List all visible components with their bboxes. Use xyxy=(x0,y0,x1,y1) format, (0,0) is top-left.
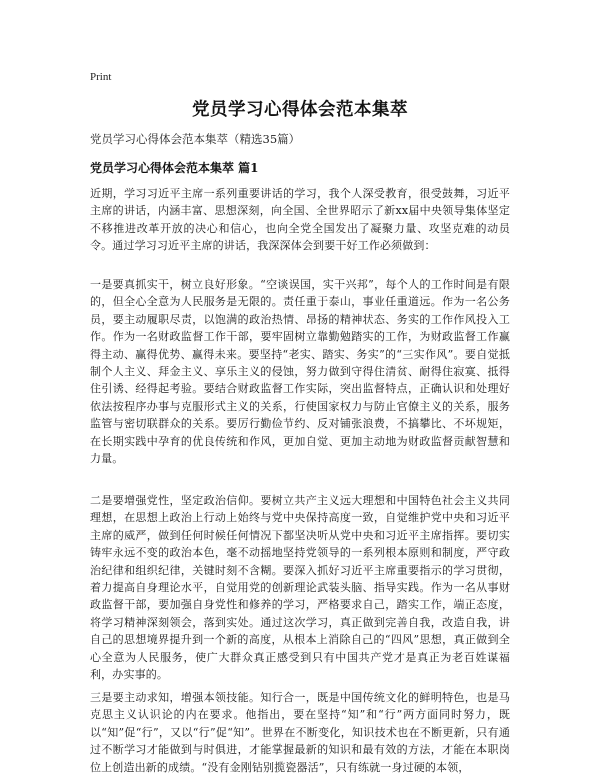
section-heading: 党员学习心得体会范本集萃 篇1 xyxy=(90,161,259,175)
paragraph-point-three: 三是要主动求知，增强本领技能。知行合一，既是中国传统文化的鲜明特色，也是马克思主义认识论的内在要求。他指出，要在坚持“知”和“行”两方面同时努力，既以“知”促“行”，又以“行”促“知”。世界在不断变化，知识技术也在不断更新，只有通过不断学习才能做到与时俱进，才能掌握最新的知识和最有效的方法，才能在本职岗位上创造出新的成绩。“没有金刚钻别揽瓷器活”，只有练就一身过硬的本领， xyxy=(90,691,510,774)
document-subtitle: 党员学习心得体会范本集萃（精选35篇） xyxy=(90,132,301,146)
page-title: 党员学习心得体会范本集萃 xyxy=(192,100,408,120)
print-link[interactable]: Print xyxy=(90,71,112,83)
paragraph-intro: 近期，学习习近平主席一系列重要讲话的学习，我个人深受教育，很受鼓舞，习近平主席的讲话，内涵丰富、思想深刻，向全国、全世界昭示了新xx届中央领导集体坚定不移推进改革开放的决心和信心，也向全党全国发出了凝聚力量、攻坚克难的动员令。通过学习习近平主席的讲话，我深深体会到要干好工作必须做到： xyxy=(90,187,510,253)
paragraph-point-one: 一是要真抓实干，树立良好形象。“空谈误国，实干兴邦”，每个人的工作时间是有限的，但全心全意为人民服务是无限的。责任重于泰山，事业任重道远。作为一名公务员，要主动履职尽责，以饱满的政治热情、昂扬的精神状态、务实的工作作风投入工作。作为一名财政监督工作干部，要牢固树立靠勤勉踏实的工作，为财政监督工作赢得主动、赢得优势、赢得未来。要坚持“老实、踏实、务实”的“三实作风”。要自觉抵制个人主义、拜金主义、享乐主义的侵蚀，努力做到守得住清贫、耐得住寂寞、抵得住引诱、经得起考验。要结合财政监督工作实际，突出监督特点，正确认识和处理好依法按程序办事与克服形式主义的关系，行使国家权力与防止官僚主义的关系，服务监管与密切联群众的关系。要厉行勤俭节约、反对铺张浪费，不搞攀比、不坏规矩，在长期实践中孕育的优良传统和作风，更加自觉、更加主动地为财政监督贡献智慧和力量。 xyxy=(90,278,510,466)
paragraph-point-two: 二是要增强党性，坚定政治信仰。要树立共产主义远大理想和中国特色社会主义共同理想，在思想上政治上行动上始终与党中央保持高度一致，自觉维护党中央和习近平主席的威严，做到任何时候任何情况下都坚决听从党中央和习近平主席指挥。要切实铸牢永远不变的政治本色，毫不动摇地坚持党领导的一系列根本原则和制度，严守政治纪律和组织纪律，关键时刻不含糊。要深入抓好习近平主席重要指示的学习贯彻，着力提高自身理论水平，自觉用党的创新理论武装头脑、指导实践。作为一名从事财政监督干部，要加强自身党性和修养的学习，严格要求自己，踏实工作，端正态度，将学习精神深刻领会，落到实处。通过这次学习，真正做到完善自我，改造自我，讲自己的思想境界提升到一个新的高度，从根本上消除自己的“四风”思想，真正做到全心全意为人民服务，使广大群众真正感受到只有中国共产党才是真正为老百姓谋福利，办实事的。 xyxy=(90,494,510,682)
